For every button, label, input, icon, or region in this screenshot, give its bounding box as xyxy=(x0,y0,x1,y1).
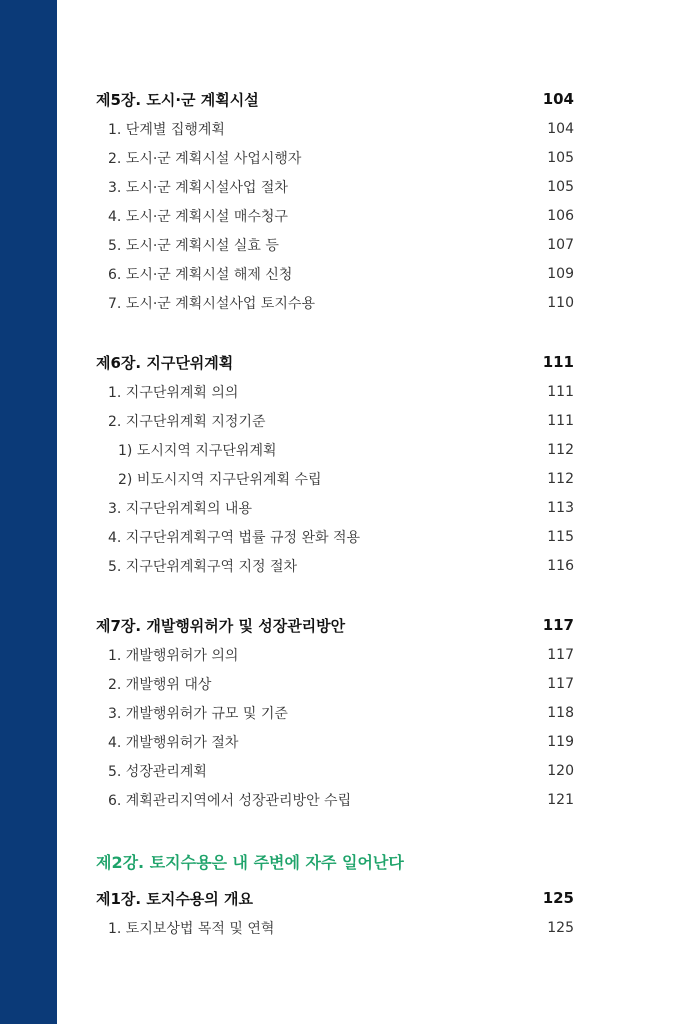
item-label: 1. 토지보상법 목적 및 연혁 xyxy=(108,920,275,937)
section-spacer xyxy=(96,814,574,846)
chapter-title: 제5장. 도시·군 계획시설 xyxy=(96,90,259,109)
item-page: 125 xyxy=(547,919,574,936)
toc-item[interactable] xyxy=(96,756,574,785)
toc-item[interactable] xyxy=(96,640,574,669)
item-label: 3. 도시·군 계획시설사업 절차 xyxy=(108,179,288,196)
toc-subitem[interactable] xyxy=(96,464,574,493)
toc-item[interactable] xyxy=(96,669,574,698)
item-page: 120 xyxy=(547,762,574,779)
item-page: 112 xyxy=(547,470,574,487)
table-of-contents xyxy=(96,84,574,942)
item-label: 1) 도시지역 지구단위계획 xyxy=(118,442,277,459)
item-label: 3. 지구단위계획의 내용 xyxy=(108,500,252,517)
chapter-title: 제1장. 토지수용의 개요 xyxy=(96,889,253,908)
toc-subitem[interactable] xyxy=(96,435,574,464)
toc-item[interactable] xyxy=(96,288,574,317)
toc-item[interactable] xyxy=(96,913,574,942)
item-label: 6. 도시·군 계획시설 해제 신청 xyxy=(108,266,293,283)
item-page: 118 xyxy=(547,704,574,721)
item-page: 106 xyxy=(547,207,574,224)
item-label: 2) 비도시지역 지구단위계획 수립 xyxy=(118,471,322,488)
item-page: 109 xyxy=(547,265,574,282)
item-page: 112 xyxy=(547,441,574,458)
item-page: 104 xyxy=(547,120,574,137)
item-label: 3. 개발행위허가 규모 및 기준 xyxy=(108,705,288,722)
toc-item[interactable] xyxy=(96,201,574,230)
item-label: 4. 개발행위허가 절차 xyxy=(108,734,239,751)
toc-part-heading[interactable] xyxy=(96,846,574,877)
item-label: 7. 도시·군 계획시설사업 토지수용 xyxy=(108,295,315,312)
toc-item[interactable] xyxy=(96,522,574,551)
toc-item[interactable] xyxy=(96,377,574,406)
item-label: 5. 지구단위계획구역 지정 절차 xyxy=(108,558,297,575)
toc-chapter-7[interactable] xyxy=(96,610,574,640)
item-label: 4. 지구단위계획구역 법률 규정 완화 적용 xyxy=(108,529,360,546)
item-page: 121 xyxy=(547,791,574,808)
chapter-page: 117 xyxy=(542,616,574,634)
item-label: 6. 계획관리지역에서 성장관리방안 수립 xyxy=(108,792,352,809)
item-label: 1. 개발행위허가 의의 xyxy=(108,647,239,664)
toc-item[interactable] xyxy=(96,551,574,580)
sidebar-band xyxy=(0,0,57,1024)
chapter-page: 125 xyxy=(542,889,574,907)
section-spacer xyxy=(96,317,574,347)
toc-item[interactable] xyxy=(96,785,574,814)
toc-item[interactable] xyxy=(96,698,574,727)
chapter-page: 104 xyxy=(542,90,574,108)
item-label: 2. 개발행위 대상 xyxy=(108,676,212,693)
chapter-title: 제6장. 지구단위계획 xyxy=(96,353,234,372)
item-page: 116 xyxy=(547,557,574,574)
item-page: 117 xyxy=(547,646,574,663)
item-label: 2. 도시·군 계획시설 사업시행자 xyxy=(108,150,302,167)
chapter-page: 111 xyxy=(542,353,574,371)
item-label: 5. 성장관리계획 xyxy=(108,763,207,780)
item-label: 2. 지구단위계획 지정기준 xyxy=(108,413,266,430)
toc-item[interactable] xyxy=(96,143,574,172)
toc-item[interactable] xyxy=(96,172,574,201)
toc-item[interactable] xyxy=(96,406,574,435)
item-label: 4. 도시·군 계획시설 매수청구 xyxy=(108,208,288,225)
toc-item[interactable] xyxy=(96,727,574,756)
item-page: 110 xyxy=(547,294,574,311)
item-page: 111 xyxy=(547,383,574,400)
item-page: 119 xyxy=(547,733,574,750)
toc-item[interactable] xyxy=(96,230,574,259)
toc-item[interactable] xyxy=(96,493,574,522)
toc-item[interactable] xyxy=(96,259,574,288)
toc-chapter-6[interactable] xyxy=(96,347,574,377)
item-page: 105 xyxy=(547,178,574,195)
item-page: 113 xyxy=(547,499,574,516)
item-label: 5. 도시·군 계획시설 실효 등 xyxy=(108,237,279,254)
item-label: 1. 지구단위계획 의의 xyxy=(108,384,239,401)
chapter-title: 제7장. 개발행위허가 및 성장관리방안 xyxy=(96,616,346,635)
item-page: 107 xyxy=(547,236,574,253)
part-title: 제2강. 토지수용은 내 주변에 자주 일어난다 xyxy=(96,853,404,872)
item-page: 117 xyxy=(547,675,574,692)
toc-item[interactable] xyxy=(96,114,574,143)
item-page: 105 xyxy=(547,149,574,166)
section-spacer xyxy=(96,580,574,610)
item-label: 1. 단계별 집행계획 xyxy=(108,121,225,138)
toc-chapter-1[interactable] xyxy=(96,883,574,913)
item-page: 115 xyxy=(547,528,574,545)
toc-chapter-5[interactable] xyxy=(96,84,574,114)
item-page: 111 xyxy=(547,412,574,429)
